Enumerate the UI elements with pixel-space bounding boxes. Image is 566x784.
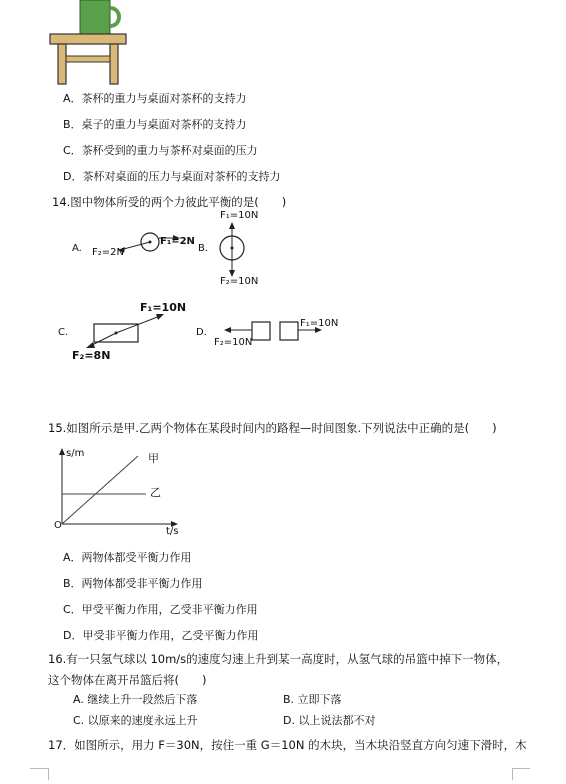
q16-stem-line1: 16.有一只氢气球以 10m/s的速度匀速上升到某一高度时，从氢气球的吊篮中掉下一物体， bbox=[48, 652, 509, 666]
q14-b-letter: B. bbox=[198, 243, 209, 254]
q15-xlabel: t/s bbox=[166, 526, 179, 537]
table-rail bbox=[66, 56, 110, 62]
table-leg-right bbox=[110, 44, 118, 84]
q14-d-f1-label: F₁=10N bbox=[300, 318, 339, 329]
q14-a-f1-label: F₁=2N bbox=[160, 236, 195, 247]
q13-option-b: B．桌子的重力与桌面对茶杯的支持力 bbox=[63, 118, 247, 131]
corner-line-bottom-left bbox=[30, 768, 48, 769]
q15-option-a: A．两物体都受平衡力作用 bbox=[63, 551, 192, 564]
q14-c-letter: C. bbox=[58, 327, 69, 338]
q14-a-letter: A. bbox=[72, 243, 82, 254]
table-top bbox=[50, 34, 126, 44]
q13-option-a: A．茶杯的重力与桌面对茶杯的支持力 bbox=[63, 92, 247, 105]
corner-mark-bottom-left bbox=[30, 768, 49, 780]
cup-body bbox=[80, 0, 110, 34]
q14-d-letter: D. bbox=[196, 327, 207, 338]
cup-handle bbox=[110, 8, 119, 26]
q15-option-b: B．两物体都受非平衡力作用 bbox=[63, 577, 203, 590]
q15-st-graph bbox=[52, 448, 182, 540]
q16-option-b: B. 立即下落 bbox=[283, 693, 342, 706]
q14-b-f1-label: F₁=10N bbox=[220, 210, 259, 221]
table-leg-left bbox=[58, 44, 66, 84]
q14-b-f2-label: F₂=10N bbox=[220, 276, 259, 287]
q13-option-d: D．茶杯对桌面的压力与桌面对茶杯的支持力 bbox=[63, 170, 281, 183]
corner-line-bottom-right bbox=[512, 768, 530, 769]
corner-mark-bottom-right bbox=[512, 768, 531, 780]
q17-stem-line1: 17．如图所示，用力 F＝30N，按住一重 G＝10N 的木块，当木块沿竖直方向匀速下滑时，木 bbox=[48, 738, 527, 752]
q13-option-c: C．茶杯受到的重力与茶杯对桌面的压力 bbox=[63, 144, 258, 157]
q15-stem: 15.如图所示是甲.乙两个物体在某段时间内的路程—时间图象.下列说法中正确的是( ) bbox=[48, 421, 497, 435]
q15-origin: O bbox=[54, 520, 62, 531]
cup-on-table-figure bbox=[48, 0, 128, 86]
q14-d-f2-label: F₂=10N bbox=[214, 337, 253, 348]
q14-stem: 14.图中物体所受的两个力彼此平衡的是( ) bbox=[52, 195, 287, 209]
q16-stem-line2: 这个物体在离开吊篮后将( ) bbox=[48, 673, 207, 687]
q16-option-d: D. 以上说法都不对 bbox=[283, 714, 376, 727]
q14-c-f2-label: F₂=8N bbox=[72, 349, 111, 362]
q14-b-diagram bbox=[212, 222, 252, 280]
q15-option-c: C．甲受平衡力作用，乙受非平衡力作用 bbox=[63, 603, 258, 616]
q15-ylabel: s/m bbox=[66, 448, 85, 459]
q16-option-a: A. 继续上升一段然后下落 bbox=[73, 693, 198, 706]
q15-series-yi-label: 乙 bbox=[150, 486, 161, 499]
q16-option-c: C. 以原来的速度永远上升 bbox=[73, 714, 198, 727]
q15-series-jia-line bbox=[62, 456, 138, 524]
q15-option-d: D．甲受非平衡力作用，乙受平衡力作用 bbox=[63, 629, 259, 642]
q15-series-jia-label: 甲 bbox=[148, 452, 159, 465]
q14-a-f2-label: F₂=2N bbox=[92, 247, 124, 258]
q14-c-f1-label: F₁=10N bbox=[140, 301, 187, 314]
